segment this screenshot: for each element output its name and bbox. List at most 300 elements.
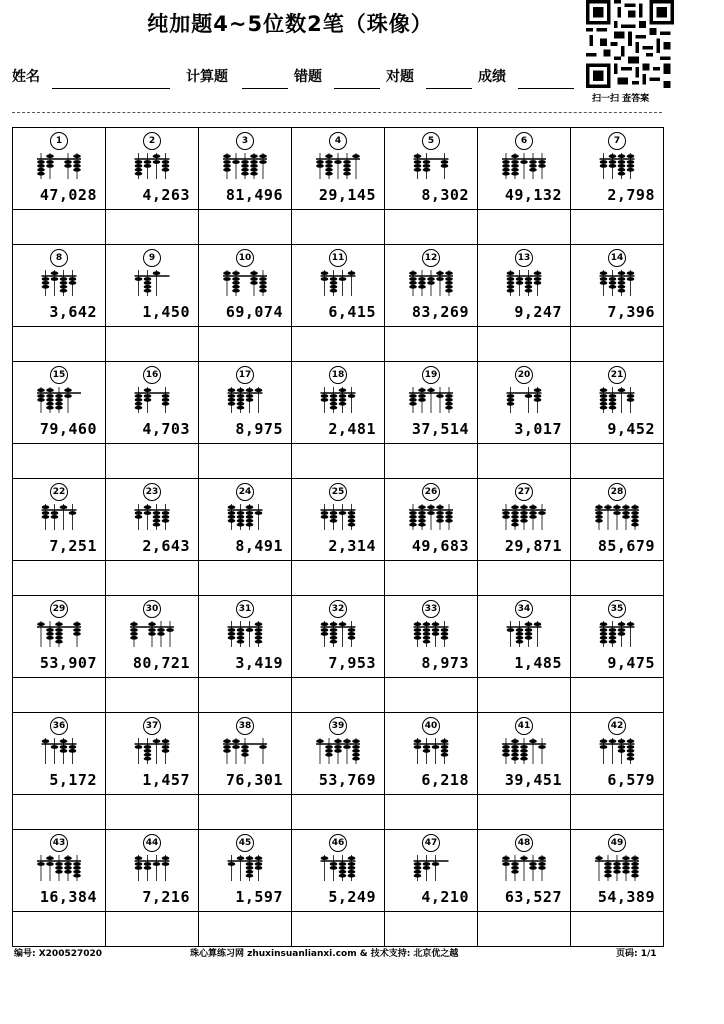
earth-bead [73,874,81,878]
earth-bead [627,160,635,164]
earth-bead [525,277,533,281]
earth-bead [441,632,449,636]
problem-number: 8 [50,249,68,267]
heaven-bead [520,856,528,860]
problem-cell [571,713,664,795]
earth-bead [135,277,143,281]
earth-bead [418,398,426,402]
earth-bead [246,628,254,632]
answer-cell[interactable] [199,210,292,245]
problem-value: 4,703 [142,420,190,438]
abacus-image [37,386,81,414]
earth-bead [73,866,81,870]
earth-bead [135,160,143,164]
problem-number: 45 [236,834,254,852]
earth-bead [135,402,143,406]
earth-bead [153,160,161,164]
earth-bead [232,285,240,289]
answer-cell[interactable] [199,327,292,362]
problem-number: 12 [422,249,440,267]
answer-cell[interactable] [199,795,292,830]
right-label: 对题 [386,69,414,85]
problem-cell [106,128,199,210]
earth-bead [609,285,617,289]
answer-row [13,210,664,245]
abacus-image [595,854,639,882]
earth-bead [166,628,174,632]
answer-cell[interactable] [199,912,292,947]
earth-bead [613,862,621,866]
earth-bead [55,628,63,632]
footer-site: 珠心算练习网 zhuxinsuanlianxi.com & 技术支持: 北京优之越 [190,949,459,959]
problem-number: 20 [515,366,533,384]
problem-number: 24 [236,483,254,501]
earth-bead [64,164,72,168]
abacus-image [414,620,449,648]
answer-cell[interactable] [106,210,199,245]
question-row [13,362,664,444]
abacus-image [502,152,546,180]
earth-bead [148,632,156,636]
heaven-bead [609,154,617,158]
earth-bead [618,160,626,164]
abacus-image [228,854,263,882]
answer-cell[interactable] [13,561,106,596]
answer-row [13,327,664,362]
score-field[interactable] [518,88,574,89]
earth-bead [441,164,449,168]
earth-bead [525,394,533,398]
heaven-bead [255,622,263,626]
earth-bead [64,160,72,164]
earth-bead [627,753,635,757]
qr-code [586,0,674,88]
earth-bead [135,745,143,749]
right-field[interactable] [426,88,472,89]
earth-bead [60,281,68,285]
answer-cell[interactable] [13,795,106,830]
earth-bead [162,394,170,398]
abacus-image [409,269,453,297]
answer-cell[interactable] [106,678,199,713]
earth-bead [246,874,254,878]
earth-bead [223,749,231,753]
answer-cell[interactable] [292,327,385,362]
earth-bead [418,519,426,523]
earth-bead [259,277,267,281]
problem-cell [478,479,571,561]
answer-cell[interactable] [478,210,571,245]
answer-cell[interactable] [571,795,664,830]
earth-bead [321,277,329,281]
earth-bead [330,636,338,640]
answer-cell[interactable] [106,795,199,830]
earth-bead [525,628,533,632]
answer-cell[interactable] [106,912,199,947]
answer-cell[interactable] [292,795,385,830]
heaven-bead [237,856,245,860]
earth-bead [237,640,245,644]
problem-value: 2,798 [607,186,655,204]
earth-bead [144,753,152,757]
earth-bead [339,394,347,398]
earth-bead [46,632,54,636]
earth-bead [228,628,236,632]
abacus-image [37,854,81,882]
heaven-bead [64,388,72,392]
abacus-image [507,620,542,648]
earth-bead [423,160,431,164]
heaven-bead [418,505,426,509]
problem-cell [106,479,199,561]
abacus-image [507,386,542,414]
abacus-image [595,503,639,531]
earth-bead [69,281,77,285]
problem-cell [571,245,664,327]
abacus-image [414,152,449,180]
answer-cell[interactable] [478,444,571,479]
earth-bead [348,862,356,866]
earth-bead [520,160,528,164]
earth-bead [51,515,59,519]
earth-bead [325,172,333,176]
earth-bead [237,632,245,636]
earth-bead [69,511,77,515]
earth-bead [153,862,161,866]
answer-cell[interactable] [13,912,106,947]
heaven-bead [409,271,417,275]
earth-bead [516,281,524,285]
earth-bead [414,164,422,168]
problem-cell [292,479,385,561]
answer-cell[interactable] [571,912,664,947]
answer-cell[interactable] [292,912,385,947]
problem-number: 19 [422,366,440,384]
problem-cell [106,596,199,678]
problem-number: 39 [329,717,347,735]
earth-bead [60,277,68,281]
problem-number: 34 [515,600,533,618]
earth-bead [162,749,170,753]
earth-bead [334,745,342,749]
question-row [13,713,664,795]
earth-bead [423,164,431,168]
heaven-bead [595,856,603,860]
heaven-bead [148,622,156,626]
earth-bead [631,862,639,866]
abacus-image [321,854,356,882]
earth-bead [73,870,81,874]
earth-bead [348,519,356,523]
heaven-bead [511,154,519,158]
earth-bead [73,160,81,164]
problem-value: 7,396 [607,303,655,321]
earth-bead [609,402,617,406]
heaven-bead [436,505,444,509]
answer-cell[interactable] [571,444,664,479]
earth-bead [409,511,417,515]
abacus-image [223,152,267,180]
answer-cell[interactable] [106,561,199,596]
earth-bead [330,398,338,402]
earth-bead [246,523,254,527]
problem-cell [292,362,385,444]
earth-bead [55,870,63,874]
earth-bead [241,749,249,753]
earth-bead [604,866,612,870]
earth-bead [618,628,626,632]
earth-bead [348,511,356,515]
abacus-image [600,269,635,297]
earth-bead [348,523,356,527]
abacus-image [414,854,449,882]
heaven-bead [534,388,542,392]
answer-cell[interactable] [571,210,664,245]
earth-bead [352,753,360,757]
earth-bead [325,745,333,749]
problem-cell [106,713,199,795]
count-field[interactable] [242,88,288,89]
heaven-bead [423,622,431,626]
earth-bead [250,168,258,172]
problem-cell [13,362,106,444]
earth-bead [414,866,422,870]
answer-cell[interactable] [292,444,385,479]
question-row [13,245,664,327]
earth-bead [622,862,630,866]
heaven-bead [352,739,360,743]
heaven-bead [246,505,254,509]
abacus-image [409,503,453,531]
problem-number: 16 [143,366,161,384]
earth-bead [511,862,519,866]
answer-cell[interactable] [199,678,292,713]
problem-number: 43 [50,834,68,852]
earth-bead [409,515,417,519]
answer-cell[interactable] [478,561,571,596]
earth-bead [609,164,617,168]
answer-cell[interactable] [13,678,106,713]
earth-bead [618,289,626,293]
earth-bead [348,636,356,640]
answer-cell[interactable] [385,327,478,362]
answer-cell[interactable] [478,795,571,830]
earth-bead [502,749,510,753]
heaven-bead [600,622,608,626]
answer-cell[interactable] [292,678,385,713]
answer-cell[interactable] [385,561,478,596]
heaven-bead [511,739,519,743]
earth-bead [520,511,528,515]
earth-bead [414,168,422,172]
earth-bead [228,398,236,402]
problem-grid [12,127,664,947]
problem-cell [106,830,199,912]
answer-cell[interactable] [13,210,106,245]
earth-bead [445,285,453,289]
earth-bead [352,757,360,761]
earth-bead [348,632,356,636]
earth-bead [223,160,231,164]
earth-bead [511,749,519,753]
heaven-bead [427,505,435,509]
answer-cell[interactable] [478,327,571,362]
earth-bead [153,523,161,527]
abacus-image [130,620,174,648]
heaven-bead [613,505,621,509]
problem-cell [292,713,385,795]
name-field[interactable] [52,88,170,89]
answer-cell[interactable] [106,327,199,362]
answer-cell[interactable] [292,561,385,596]
earth-bead [423,866,431,870]
earth-bead [223,745,231,749]
earth-bead [631,874,639,878]
earth-bead [46,398,54,402]
answer-cell[interactable] [106,444,199,479]
earth-bead [414,628,422,632]
earth-bead [259,289,267,293]
earth-bead [511,160,519,164]
earth-bead [255,866,263,870]
problem-number: 30 [143,600,161,618]
earth-bead [321,632,329,636]
heaven-bead [432,622,440,626]
earth-bead [441,636,449,640]
earth-bead [538,164,546,168]
earth-bead [622,866,630,870]
heaven-bead [622,505,630,509]
answer-cell[interactable] [571,678,664,713]
earth-bead [241,172,249,176]
problem-cell [571,128,664,210]
earth-bead [609,160,617,164]
earth-bead [250,164,258,168]
earth-bead [237,636,245,640]
earth-bead [414,862,422,866]
heaven-bead [330,622,338,626]
earth-bead [631,511,639,515]
earth-bead [409,402,417,406]
earth-bead [250,281,258,285]
earth-bead [246,398,254,402]
problem-number: 31 [236,600,254,618]
heaven-bead [334,739,342,743]
heaven-bead [627,739,635,743]
heaven-bead [60,505,68,509]
answer-cell[interactable] [478,912,571,947]
heaven-bead [507,271,515,275]
earth-bead [144,164,152,168]
earth-bead [423,749,431,753]
earth-bead [339,277,347,281]
problem-value: 2,481 [328,420,376,438]
earth-bead [529,862,537,866]
earth-bead [330,394,338,398]
heaven-bead [627,622,635,626]
earth-bead [330,289,338,293]
heaven-bead [42,505,50,509]
earth-bead [246,515,254,519]
earth-bead [618,164,626,168]
earth-bead [241,753,249,757]
earth-bead [69,745,77,749]
earth-bead [144,160,152,164]
answer-cell[interactable] [13,444,106,479]
earth-bead [223,277,231,281]
answer-cell[interactable] [385,678,478,713]
earth-bead [330,866,338,870]
earth-bead [511,745,519,749]
wrong-field[interactable] [334,88,380,89]
question-row [13,128,664,210]
earth-bead [511,870,519,874]
earth-bead [631,515,639,519]
problem-value: 2,643 [142,537,190,555]
problem-cell [292,596,385,678]
earth-bead [228,519,236,523]
answer-cell[interactable] [571,561,664,596]
answer-cell[interactable] [478,678,571,713]
heaven-bead [73,622,81,626]
earth-bead [538,862,546,866]
earth-bead [529,160,537,164]
earth-bead [348,515,356,519]
score-label: 成绩 [478,69,506,85]
answer-cell[interactable] [13,327,106,362]
earth-bead [409,519,417,523]
heaven-bead [618,154,626,158]
earth-bead [144,398,152,402]
earth-bead [55,862,63,866]
answer-cell[interactable] [292,210,385,245]
problem-cell [13,245,106,327]
heaven-bead [525,622,533,626]
earth-bead [445,398,453,402]
problem-number: 13 [515,249,533,267]
answer-cell[interactable] [385,210,478,245]
heaven-bead [130,622,138,626]
problem-value: 80,721 [132,654,190,672]
heaven-bead [427,388,435,392]
earth-bead [135,394,143,398]
earth-bead [516,640,524,644]
answer-cell[interactable] [385,912,478,947]
earth-bead [609,281,617,285]
abacus-image [502,737,546,765]
heaven-bead [627,271,635,275]
answer-cell[interactable] [199,561,292,596]
answer-cell[interactable] [385,795,478,830]
answer-cell[interactable] [199,444,292,479]
earth-bead [600,398,608,402]
problem-cell [385,245,478,327]
earth-bead [42,281,50,285]
earth-bead [414,874,422,878]
problem-value: 7,251 [49,537,97,555]
earth-bead [432,628,440,632]
problem-cell [292,245,385,327]
abacus-image [502,503,546,531]
earth-bead [511,757,519,761]
answer-cell[interactable] [571,327,664,362]
earth-bead [339,398,347,402]
earth-bead [529,515,537,519]
heaven-bead [631,856,639,860]
heaven-bead [316,739,324,743]
answer-cell[interactable] [385,444,478,479]
earth-bead [525,289,533,293]
